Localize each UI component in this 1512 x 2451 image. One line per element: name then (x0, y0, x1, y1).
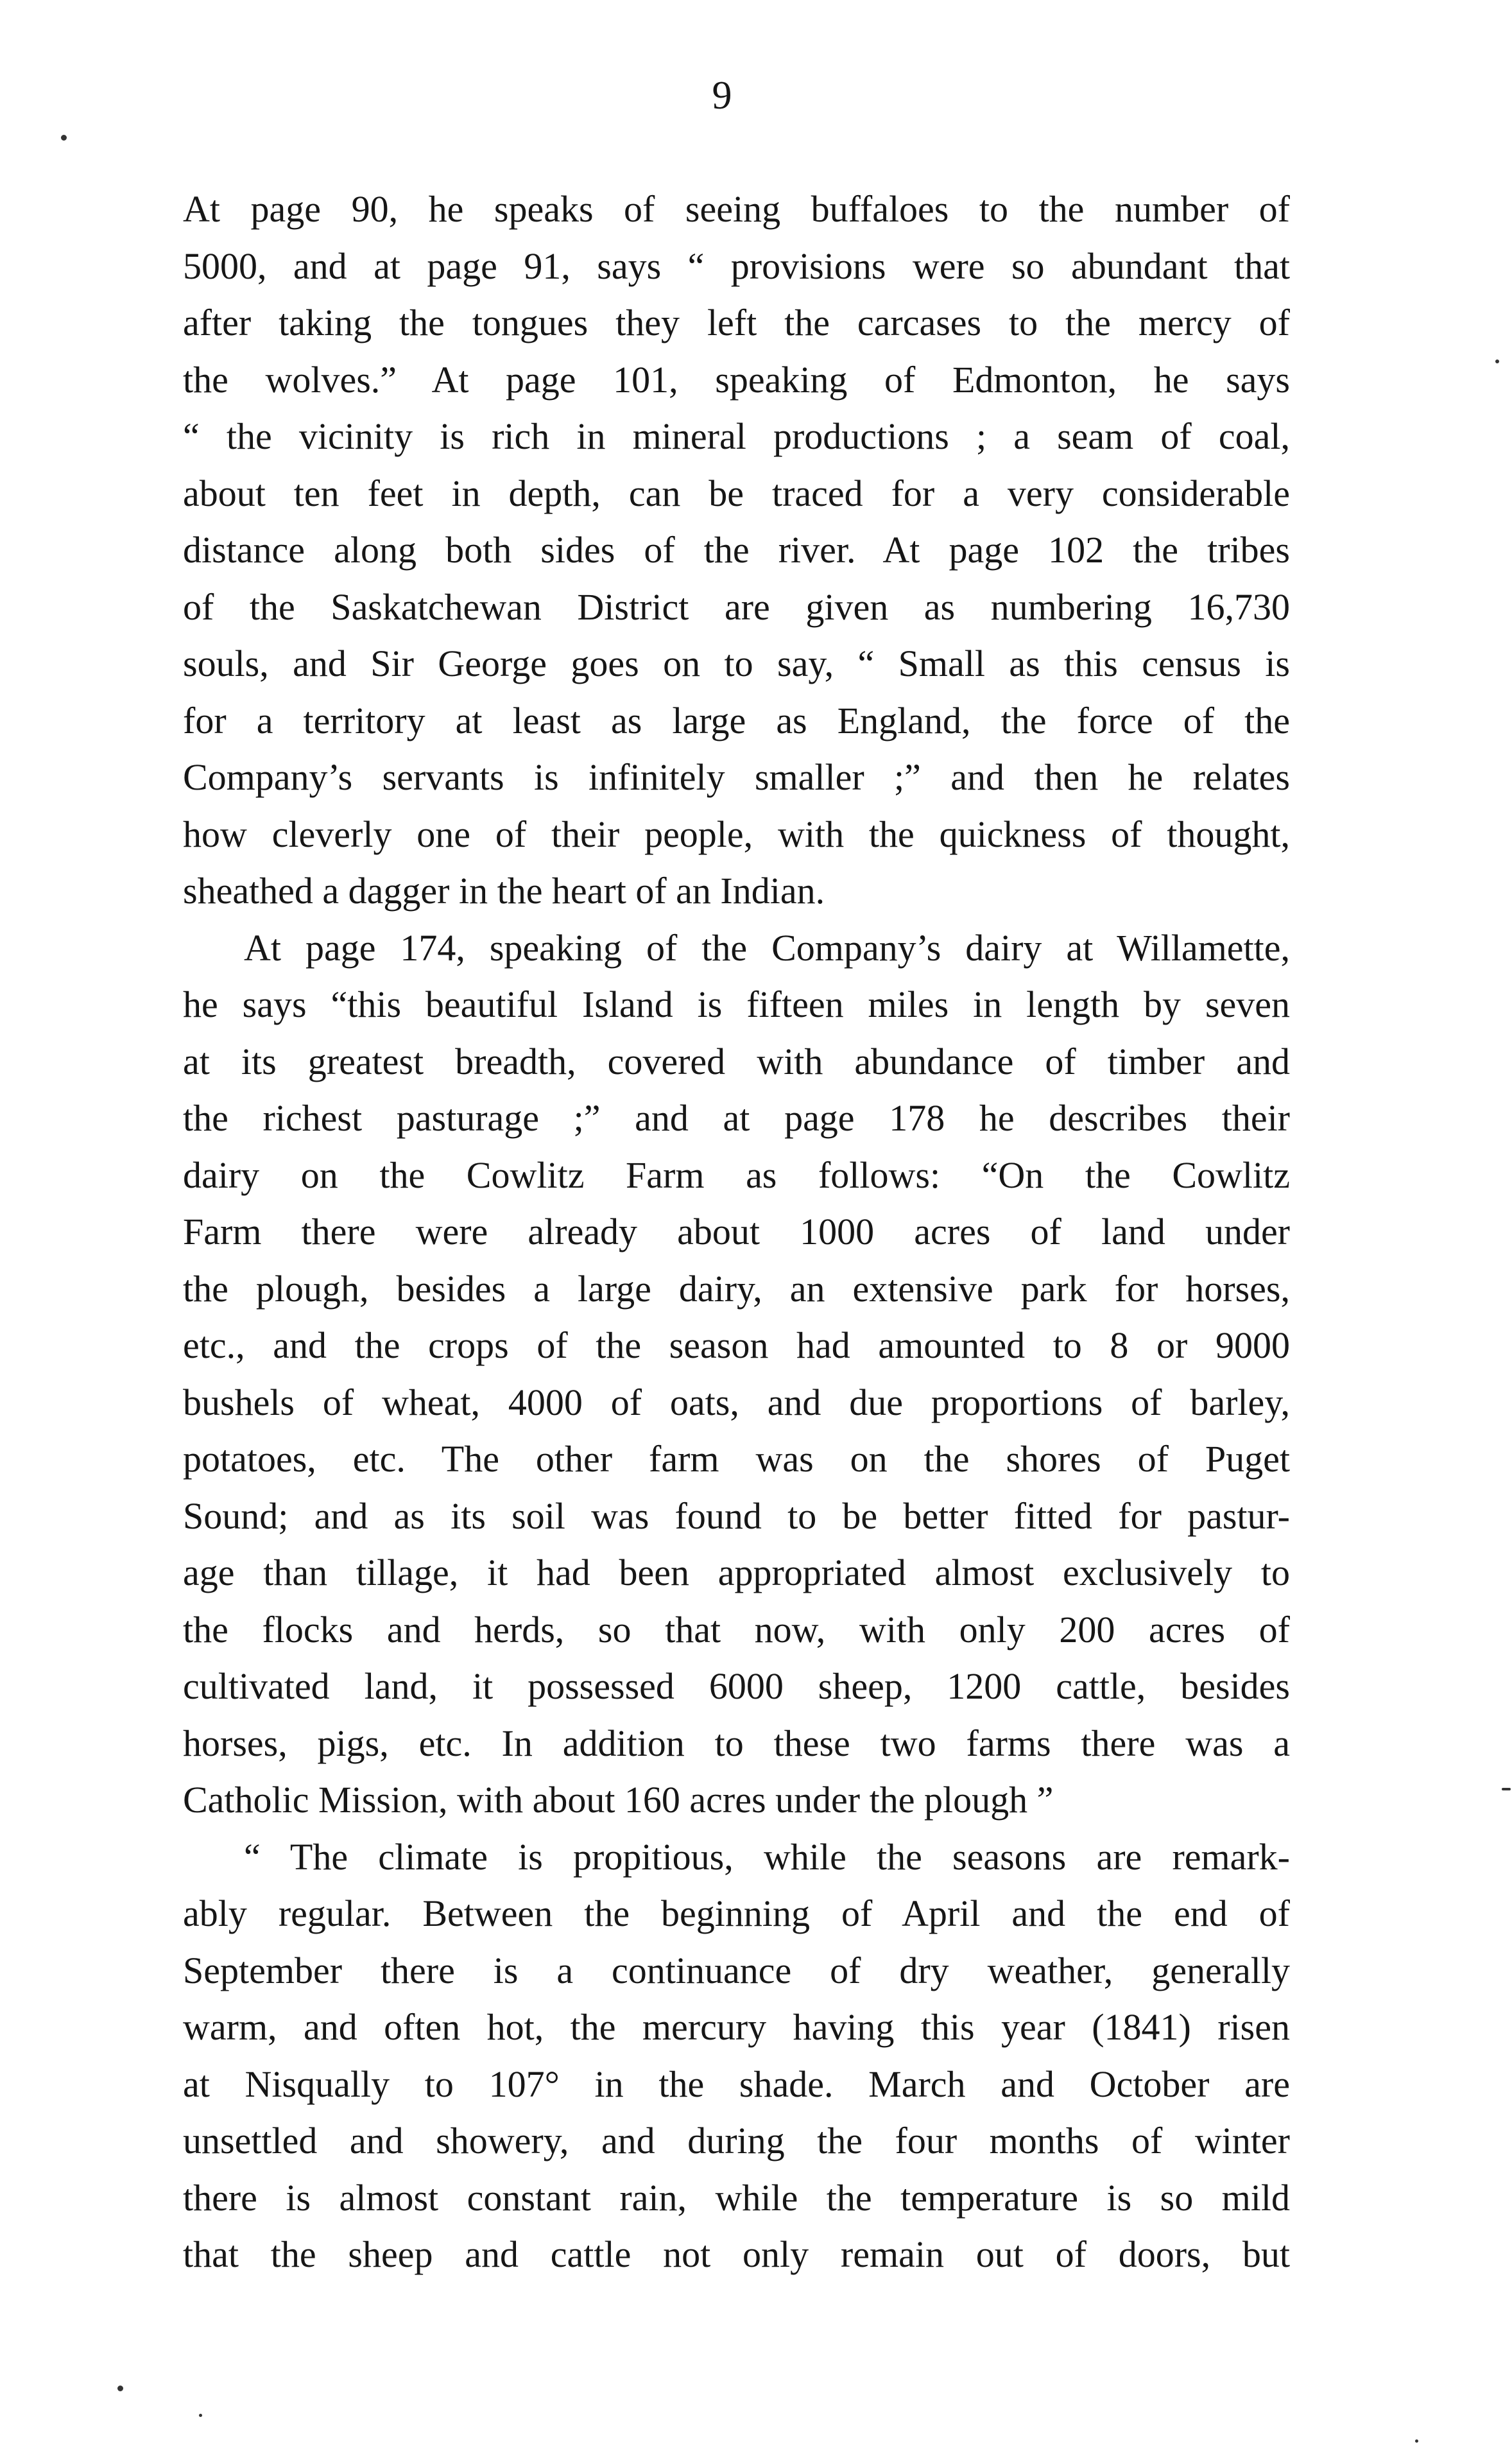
text-line: at its greatest breadth, covered with abundance of timber and (183, 1040, 1290, 1082)
text-line: etc., and the crops of the season had amounted to 8 or 9000 (183, 1324, 1290, 1366)
scan-speck (61, 135, 67, 141)
text-line: for a territory at least as large as England, the force of the (183, 699, 1290, 741)
text-line: Sound; and as its soil was found to be better fitted for pastur- (183, 1494, 1290, 1537)
text-line: he says “this beautiful Island is fifteen miles in length by seven (183, 983, 1290, 1025)
text-line: Company’s servants is infinitely smaller ;” and then he relates (183, 756, 1290, 798)
text-line: unsettled and showery, and during the four months of winter (183, 2120, 1290, 2161)
text-line: about ten feet in depth, can be traced for a very considerable (183, 472, 1290, 514)
text-line: there is almost constant rain, while the temperature is so mild (183, 2176, 1290, 2219)
text-line: distance along both sides of the river. At page 102 the tribes (183, 529, 1290, 571)
text-line: ably regular. Between the beginning of April and the end of (183, 1892, 1290, 1934)
text-line: dairy on the Cowlitz Farm as follows: “On the Cowlitz (183, 1154, 1290, 1196)
scan-speck (1495, 359, 1499, 363)
text-line: after taking the tongues they left the carcases to the mercy of (183, 302, 1290, 343)
text-line: Farm there were already about 1000 acres of land under (183, 1211, 1290, 1252)
text-line: cultivated land, it possessed 6000 sheep, 1200 cattle, besides (183, 1665, 1290, 1707)
text-line: the wolves.” At page 101, speaking of Edmonton, he says (183, 358, 1290, 401)
text-line: the richest pasturage ;” and at page 178 he describes their (183, 1097, 1290, 1139)
text-line: the flocks and herds, so that now, with only 200 acres of (183, 1608, 1290, 1650)
text-line: “ the vicinity is rich in mineral productions ; a seam of coal, (183, 415, 1290, 457)
text-line: “ The climate is propitious, while the seasons are remark- (244, 1835, 1290, 1878)
text-line: bushels of wheat, 4000 of oats, and due proportions of barley, (183, 1381, 1290, 1423)
text-line: souls, and Sir George goes on to say, “ Small as this census is (183, 643, 1290, 684)
text-line: how cleverly one of their people, with the quickness of thought, (183, 813, 1290, 855)
scan-speck (117, 2386, 123, 2391)
scan-speck (1415, 2439, 1418, 2443)
text-line: age than tillage, it had been appropriated almost exclusively to (183, 1552, 1290, 1593)
text-line: sheathed a dagger in the heart of an Indian. (183, 870, 825, 912)
text-line: Catholic Mission, with about 160 acres under the plough ” (183, 1779, 1054, 1821)
text-line: that the sheep and cattle not only remain out of doors, but (183, 2233, 1290, 2275)
scan-speck (1502, 1788, 1511, 1790)
text-line: At page 90, he speaks of seeing buffaloes to the number of (183, 188, 1290, 230)
text-line: warm, and often hot, the mercury having this year (1841) risen (183, 2006, 1290, 2048)
text-line: at Nisqually to 107° in the shade. March and October are (183, 2063, 1290, 2105)
text-line: of the Saskatchewan District are given as numbering 16,730 (183, 585, 1290, 628)
text-line: potatoes, etc. The other farm was on the shores of Puget (183, 1438, 1290, 1480)
text-line: horses, pigs, etc. In addition to these two farms there was a (183, 1722, 1290, 1764)
body-text (183, 181, 1290, 2283)
page-number: 9 (712, 74, 732, 117)
text-line: At page 174, speaking of the Company’s dairy at Willamette, (244, 926, 1290, 969)
text-line: September there is a continuance of dry weather, generally (183, 1949, 1290, 1991)
text-line: 5000, and at page 91, says “ provisions were so abundant that (183, 245, 1290, 287)
text-line: the plough, besides a large dairy, an extensive park for horses, (183, 1267, 1290, 1310)
scan-speck (199, 2414, 202, 2417)
